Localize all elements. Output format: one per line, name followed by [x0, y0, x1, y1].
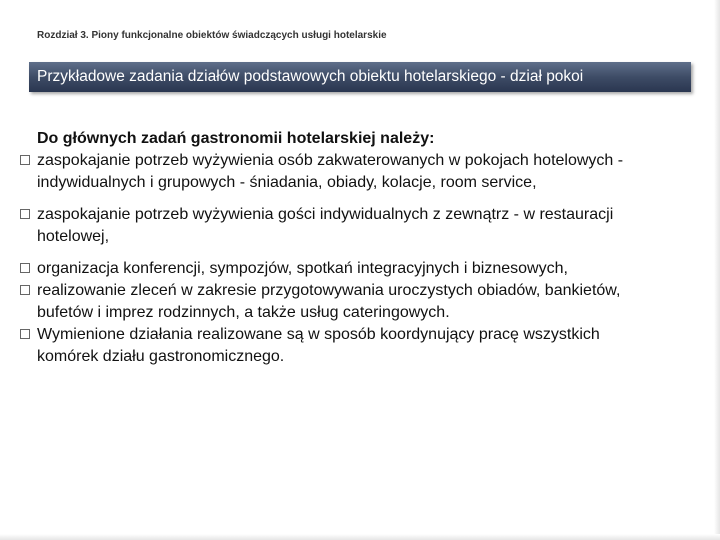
list-item-text: Wymienione działania realizowane są w sposób koordynujący pracę wszystkich komórek działu gastronomicznego.: [37, 326, 600, 365]
list-item-text: realizowanie zleceń w zakresie przygotowywania uroczystych obiadów, bankietów, bufetów i imprez rodzinnych, a także usług cateringowych.: [37, 282, 621, 321]
list-item-text: organizacja konferencji, sympozjów, spotkań integracyjnych i biznesowych,: [37, 260, 568, 277]
chapter-header: Rozdział 3. Piony funkcjonalne obiektów świadczących usługi hotelarskie: [37, 30, 387, 41]
list-item: [20, 324, 660, 368]
slide-content: [20, 128, 660, 368]
slide-edge-shadow-right: [714, 0, 720, 540]
square-bullet-icon: [20, 209, 30, 219]
list-item: [20, 204, 660, 248]
list-item: [20, 280, 660, 324]
list-item: [20, 258, 660, 280]
square-bullet-icon: [20, 263, 30, 273]
list-item: [20, 150, 660, 194]
title-bar: [29, 62, 691, 92]
square-bullet-icon: [20, 285, 30, 295]
slide-title: Przykładowe zadania działów podstawowych obiektu hotelarskiego - dział pokoi: [37, 68, 584, 85]
content-heading: Do głównych zadań gastronomii hotelarskiej należy:: [37, 130, 435, 147]
square-bullet-icon: [20, 155, 30, 165]
list-item-text: zaspokajanie potrzeb wyżywienia osób zakwaterowanych w pokojach hotelowych - indywidualnych i grupowych - śniadania, obiady, kolacje, room service,: [37, 152, 624, 191]
slide-edge-shadow-bottom: [0, 534, 720, 540]
list-item-text: zaspokajanie potrzeb wyżywienia gości indywidualnych z zewnątrz - w restauracji hotelowej,: [37, 206, 614, 245]
square-bullet-icon: [20, 329, 30, 339]
